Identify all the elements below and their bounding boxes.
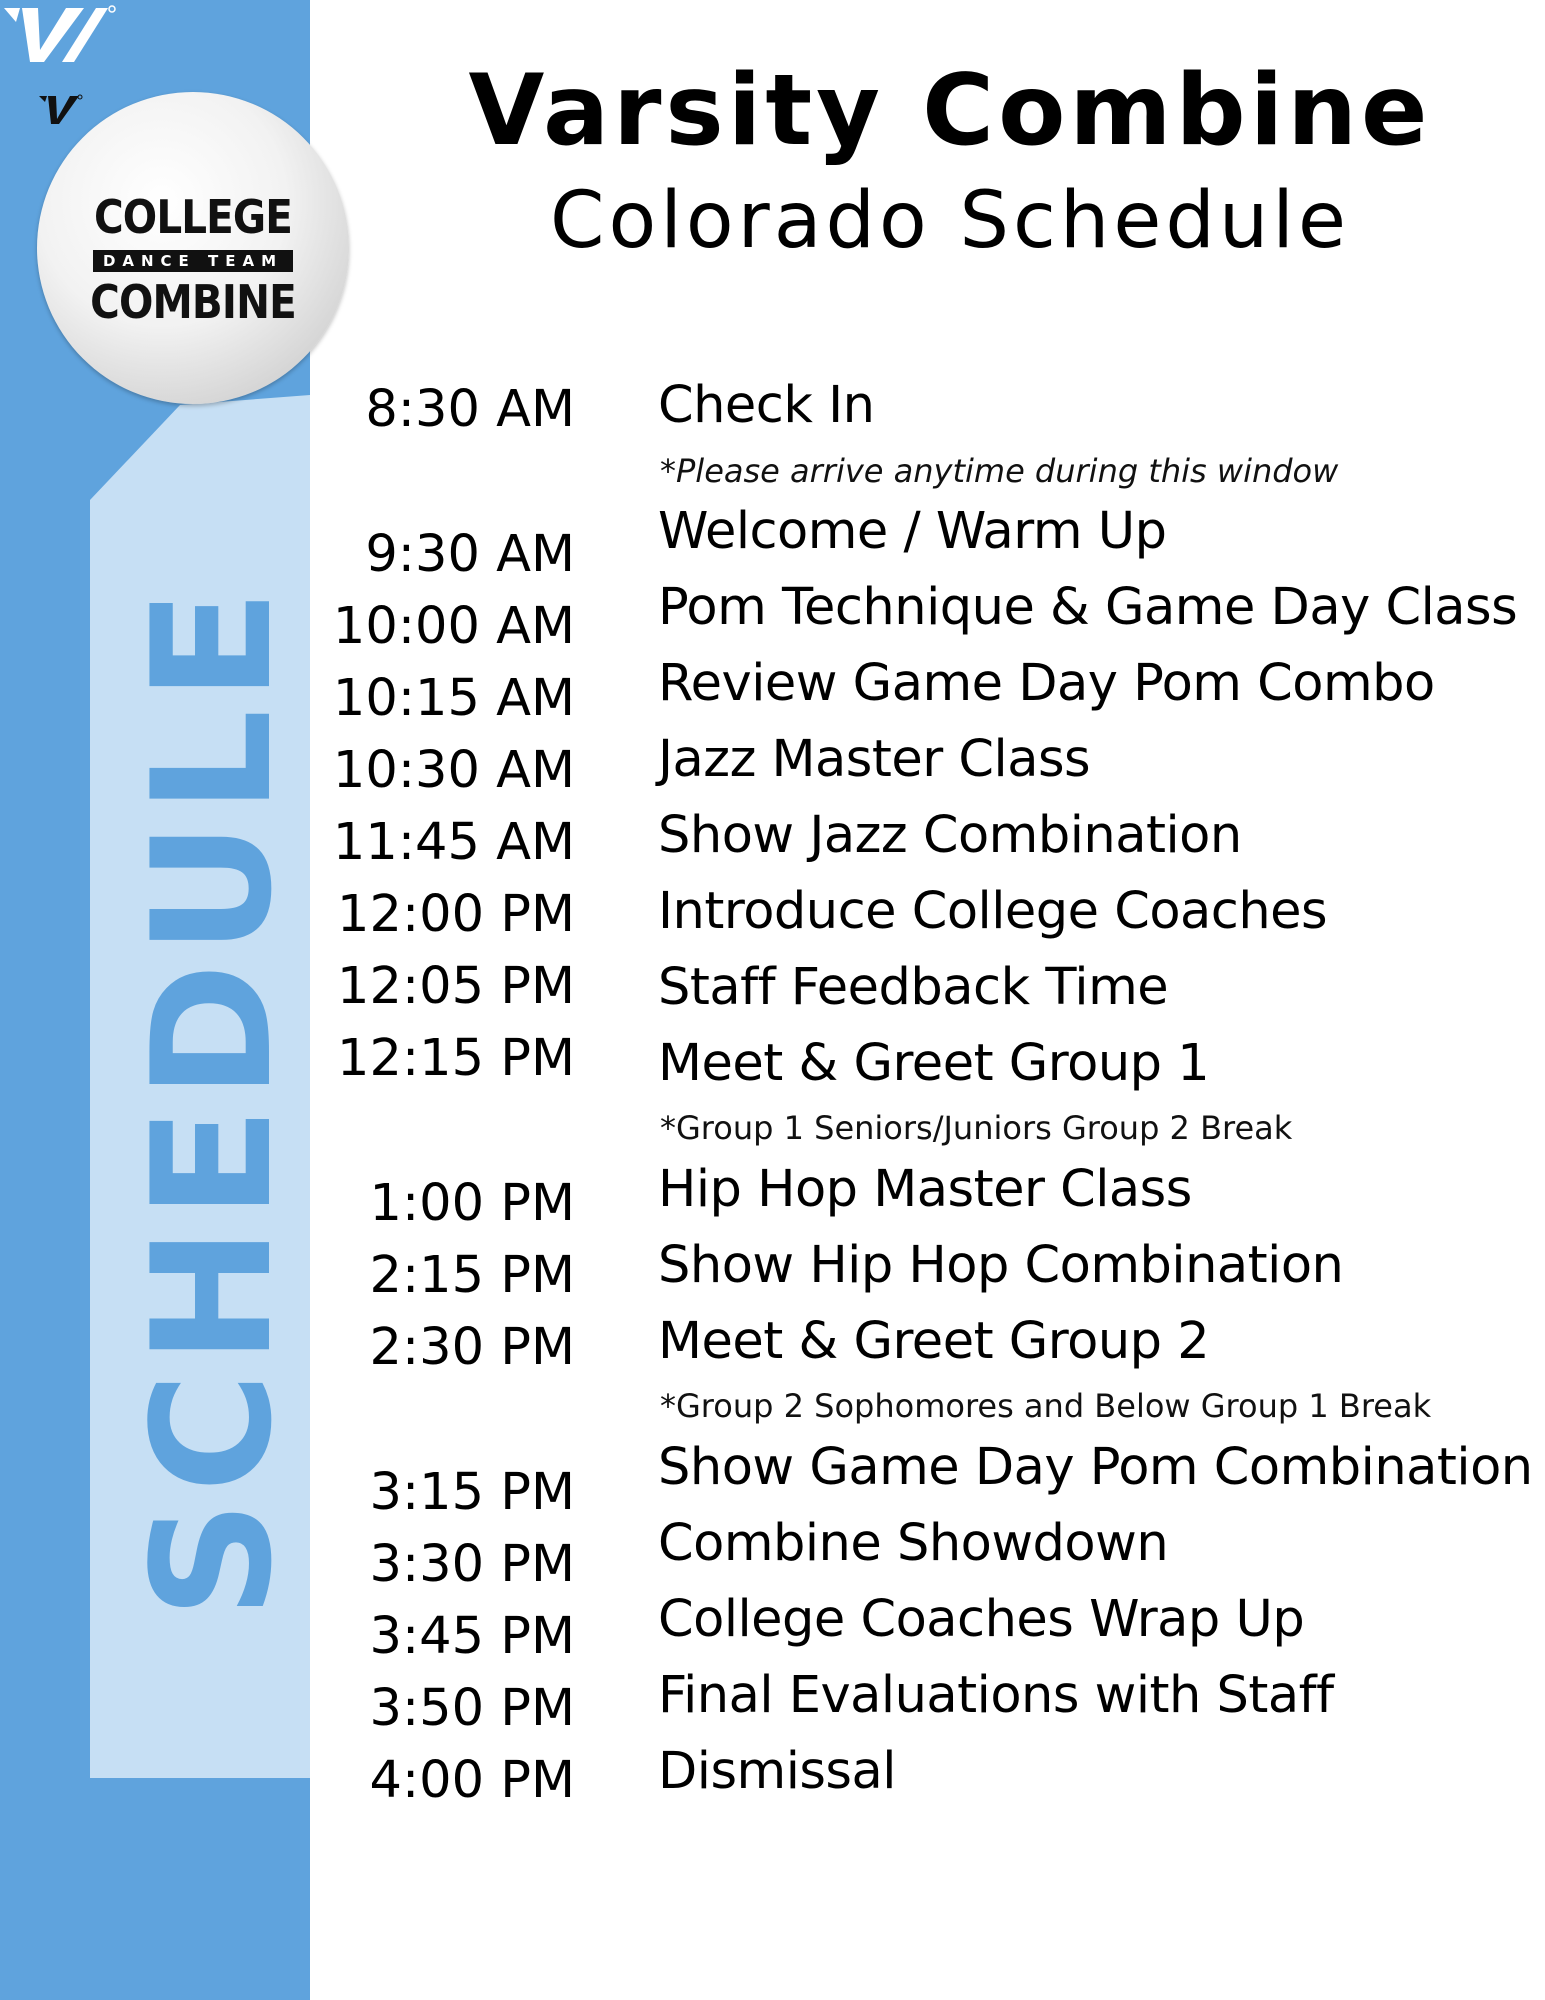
schedule-note: *Please arrive anytime during this window: [660, 452, 1339, 490]
schedule-event: College Coaches Wrap Up: [658, 1590, 1305, 1649]
schedule-event: Show Game Day Pom Combination: [658, 1438, 1533, 1497]
schedule-event: Introduce College Coaches: [658, 882, 1328, 941]
schedule-time: 3:45 PM: [369, 1607, 575, 1666]
schedule-note: *Group 1 Seniors/Juniors Group 2 Break: [660, 1109, 1293, 1147]
schedule-event: Meet & Greet Group 2: [658, 1312, 1210, 1371]
schedule-event: Staff Feedback Time: [658, 958, 1169, 1017]
schedule-note: *Group 2 Sophomores and Below Group 1 Break: [660, 1387, 1432, 1425]
schedule-event: Combine Showdown: [658, 1514, 1169, 1573]
schedule-event: Show Hip Hop Combination: [658, 1236, 1344, 1295]
page-subtitle: Colorado Schedule: [550, 176, 1350, 266]
schedule-time: 12:05 PM: [337, 957, 575, 1016]
varsity-v-icon: [0, 0, 120, 66]
schedule-time: 3:15 PM: [369, 1463, 575, 1522]
schedule-event: Dismissal: [658, 1742, 896, 1801]
college-dance-team-combine-badge: [37, 92, 349, 404]
schedule-time: 3:50 PM: [369, 1679, 575, 1738]
schedule-time: 4:00 PM: [369, 1751, 575, 1810]
schedule-event: Hip Hop Master Class: [658, 1160, 1192, 1219]
schedule-time: 12:00 PM: [337, 885, 575, 944]
schedule-time: 12:15 PM: [337, 1029, 575, 1088]
badge-dance-team-strip: DANCE TEAM: [93, 250, 293, 272]
schedule-time: 2:15 PM: [369, 1246, 575, 1305]
schedule-event: Show Jazz Combination: [658, 806, 1242, 865]
vertical-schedule-label: SCHEDULE: [117, 581, 308, 1619]
schedule-event: Meet & Greet Group 1: [658, 1034, 1210, 1093]
schedule-event: Pom Technique & Game Day Class: [658, 578, 1518, 637]
badge-combine-text: COMBINE: [90, 275, 296, 329]
schedule-time: 10:30 AM: [332, 741, 575, 800]
schedule-event: Review Game Day Pom Combo: [658, 654, 1435, 713]
schedule-time: 11:45 AM: [332, 813, 575, 872]
schedule-event: Check In: [658, 376, 875, 435]
schedule-event: Welcome / Warm Up: [658, 502, 1167, 561]
schedule-time: 10:00 AM: [332, 597, 575, 656]
schedule-event: Final Evaluations with Staff: [658, 1666, 1334, 1725]
varsity-v-icon: [37, 92, 83, 126]
schedule-time: 10:15 AM: [332, 669, 575, 728]
schedule-time: 3:30 PM: [369, 1535, 575, 1594]
schedule-time: 8:30 AM: [365, 380, 575, 439]
schedule-time: 9:30 AM: [365, 525, 575, 584]
badge-college-text: COLLEGE: [93, 190, 293, 244]
schedule-time: 2:30 PM: [369, 1318, 575, 1377]
sidebar: [0, 0, 310, 2000]
page-title: Varsity Combine: [468, 54, 1432, 168]
schedule-time: 1:00 PM: [369, 1174, 575, 1233]
schedule-event: Jazz Master Class: [658, 730, 1091, 789]
